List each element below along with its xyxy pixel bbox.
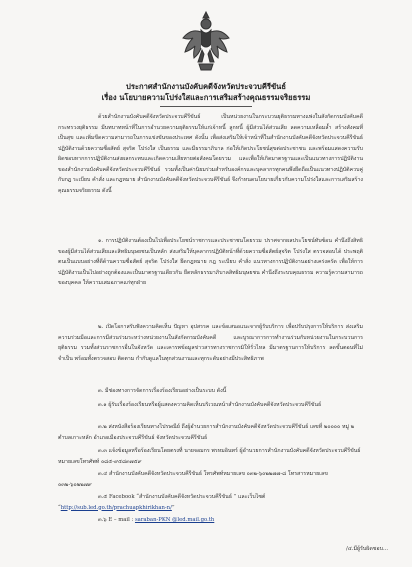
channel-item-facebook (58, 492, 363, 513)
intro-paragraph: ด้วยสำนักงานบังคับคดีจังหวัดประจวบคีรีขันธ์ เป็นหน่วยงานในกระบวนยุติธรรมทางแพ่งในสังกัดกรมบังคับคดี กระทรวงยุติธรรม มีบทบาทหน้าที่ในการอำนวยความยุติธรรมให้แก่เจ้าหนี้ ลูกหนี้ ผู้มีส่วนได้ส่วนเสีย ลดความเหลื่อมล้ำ สร้างสังคมที่เป็นสุข และเพิ่มขีดความสามารถในการแข่งขันของประเทศ ดังนั้น เพื่อส่งเสริมให้เจ้าหน้าที่ในสำนักงานบังคับคดีจังหวัดประจวบคีรีขันธ์ ปฏิบัติงานด้วยความซื่อสัตย์ สุจริต โปร่งใส เป็นธรรม และมีธรรมาภิบาล ก่อให้เกิดประโยชน์สุขต่อประชาชน และพร้อมแสดงความรับผิดชอบหากการปฏิบัติงานส่งผลกระทบและเกิดความเสียหายต่อสังคมโดยรวม และเพื่อให้เกิดมาตรฐานและเป็นแนวทางการปฏิบัติงานของสำนักงานบังคับคดีจังหวัดประจวบคีรีขันธ์ รวมทั้งเป็นค่านิยมร่วมสำหรับองค์กรและบุคลากรทุกคนพึงยึดถือเป็นแนวทางปฏิบัติควบคู่กับกฎ ระเบียบ คำสั่ง และกฎหมาย สำนักงานบังคับคดีจังหวัดประจวบคีรีขันธ์ จึงกำหนดนโยบายเกี่ยวกับความโปร่งใสและการเสริมสร้างคุณธรรมจริยธรรม ดังนี้ (58, 114, 363, 194)
website-link[interactable]: http://sub.led.go.th/prachuapkhirikhan-n/ (60, 504, 172, 511)
channel-item: ๓.๑ ผู้รับเรื่องร้องเรียนหรือผู้แสดงความคิดเห็นบริเวณหน้าสำนักงานบังคับคดีจังหวัดประจวบคีรีขันธ์ (98, 402, 322, 408)
channel-item: ๓.๔ สำนักงานบังคับคดีจังหวัดประจวบคีรีขันธ์ โทรศัพท์หมายเลข ๐๓๒-๖๐๒๒๗๗-๘ โทรสารหมายเลข ๐๓๒-๖๐๒๒๗๙ (58, 471, 328, 488)
channel-item: ๓.๓ แจ้งข้อมูลหรือร้องเรียนโดยตรงที่ นายจอมกร พรหมอินทร์ ผู้อำนวยการสำนักงานบังคับคดีจังหวัดประจวบคีรีขันธ์ หมายเลขโทรศัพท์ ๐๘๕-๙๕๘๓๗๕๙ (58, 448, 361, 465)
title-divider (160, 106, 252, 107)
website-quote-close: ” (171, 504, 175, 511)
policy-paragraph-1: ๑. การปฏิบัติงานต้องเป็นไปเพื่อประโยชน์ราชการและประชาชนโดยรวม ปราศจากผลประโยชน์ทับซ้อน คำนึงถึงสิทธิของผู้มีส่วนได้ส่วนเสียและสิทธิมนุษยชนเป็นหลัก ส่งเสริมให้บุคลากรปฏิบัติหน้าที่ด้วยความซื่อสัตย์สุจริต โปร่งใส ตรวจสอบได้ ประพฤติตนเป็นแบบอย่างที่ดีด้านความซื่อสัตย์ สุจริต โปร่งใส ยึดกฎหมาย กฎ ระเบียบ คำสั่ง แนวทางการปฏิบัติงานอย่างเคร่งครัด เพื่อให้การปฏิบัติงานเป็นไปอย่างถูกต้องและเป็นมาตรฐานเดียวกัน ยึดหลักธรรมาภิบาลสิทธิมนุษยชน คำนึงถึงระบบคุณธรรม ความรู้ความสามารถของบุคคล ให้ความเสมอภาคแก่ทุกฝ่าย (58, 238, 363, 286)
email-link[interactable]: saraban-PKN @led.mail.go.th (134, 517, 215, 523)
continued-note: /๔.มีผู้รับผิดชอบ... (345, 546, 388, 552)
policy-paragraph-3: ๓. มีช่องทางการจัดการเรื่องร้องเรียนอย่างเป็นระบบ ดังนี้ (98, 388, 227, 394)
channel-item-email (58, 515, 363, 526)
policy-paragraph-2: ๒. เปิดโอกาสรับฟังความคิดเห็น ปัญหา อุปสรรค และข้อเสนอแนะจากผู้รับบริการ เพื่อปรับปรุงการให้บริการ ส่งเสริมความร่วมมือและการมีส่วนร่วมระหว่างหน่วยงานในสังกัดกรมบังคับคดี และบูรณาการการทำงานร่วมกับหน่วยงานในกระบวนการยุติธรรม รวมทั้งส่วนราชการอื่นในจังหวัด และเคารพข้อมูลข่าวสารทางราชการมิให้รั่วไหล มีมาตรฐานการให้บริการ ลดขั้นตอนที่ไม่จำเป็น พร้อมทั้งตรวจสอบ ติดตาม กำกับดูแลในทุกส่วนงานและทุกระดับอย่างมีประสิทธิภาพ (58, 324, 363, 362)
facebook-channel-text: ๓.๕ Facebook “สำนักงานบังคับคดีจังหวัดประจวบคีรีขันธ์ ” และเว็บไซต์ “ (58, 494, 266, 511)
announcement-subject: เรื่อง นโยบายความโปร่งใสและการเสริมสร้างคุณธรรมจริยธรรม (101, 93, 311, 102)
email-label: ๓.๖ E – mail : (98, 517, 135, 523)
channel-item: ๓.๒ ส่งหนังสือร้องเรียนทางไปรษณีย์ ถึงผู้อำนวยการสำนักงานบังคับคดีจังหวัดประจวบคีรีขันธ์ เลขที่ ๒๐๐๐๐ หมู่ ๒ ตำบลเกาะหลัก อำเภอเมืองประจวบคีรีขันธ์ จังหวัดประจวบคีรีขันธ์ (58, 424, 355, 441)
garuda-emblem (181, 8, 231, 74)
announcement-title: ประกาศสำนักงานบังคับคดีจังหวัดประจวบคีรีขันธ์ (126, 82, 286, 91)
